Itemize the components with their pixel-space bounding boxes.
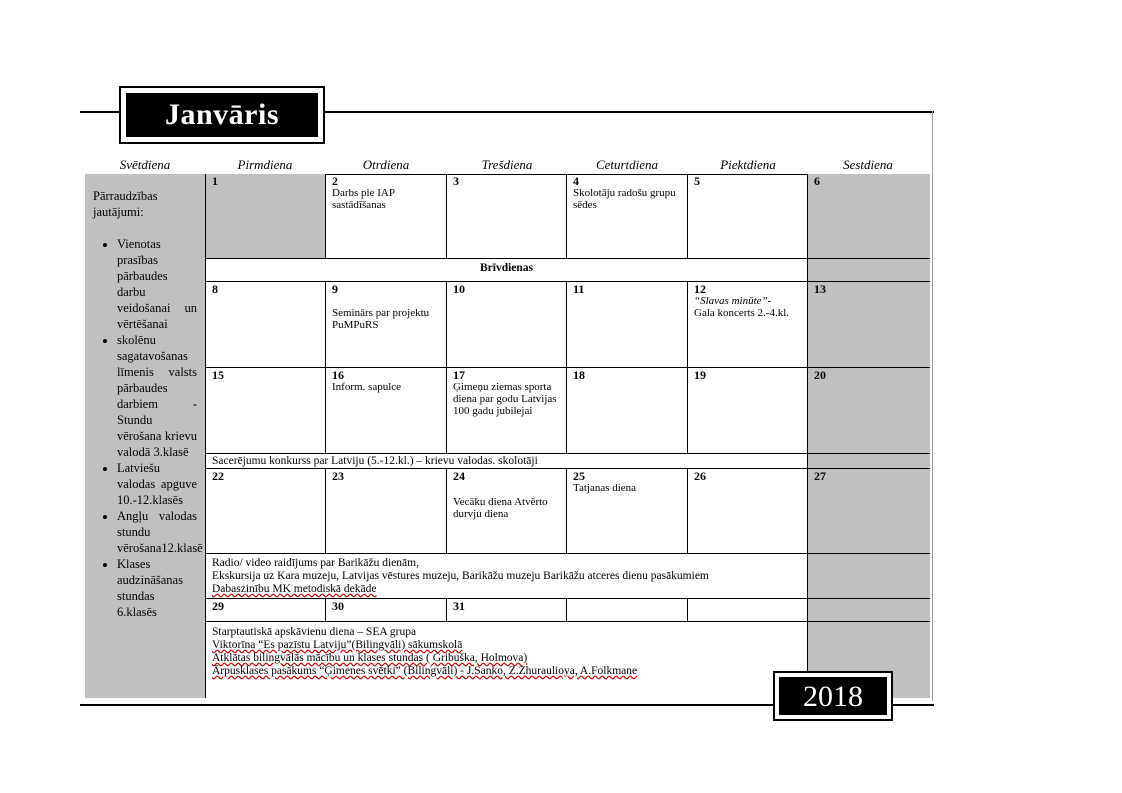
- day-number: 16: [332, 368, 344, 382]
- day-cell-16: [326, 368, 447, 454]
- band-line: Atklātas bilingvālās mācību un klases stundas ( Gribuška, Holmova): [212, 652, 528, 664]
- day-cell-18: [567, 368, 688, 454]
- right-edge-rule: [932, 111, 933, 701]
- day-number: 20: [814, 368, 826, 382]
- day-event: Ģimeņu ziemas sporta diena par godu Latvijas 100 gadu jubilejai: [453, 381, 557, 417]
- top-rule-right: [325, 111, 934, 113]
- day-number: 15: [212, 368, 224, 382]
- essay-contest-band: Sacerējumu konkurss par Latviju (5.-12.kl.) – krievu valodas. skolotāji: [206, 454, 808, 469]
- day-cell-23: [326, 469, 447, 554]
- day-event: Inform. sapulce: [332, 381, 402, 393]
- band-line: Radio/ video raidījums par Barikāžu dienām,: [212, 557, 419, 569]
- day-name-tuesday: Otrdiena: [362, 157, 410, 172]
- day-event: Skolotāju radošu grupu sēdes: [573, 187, 676, 211]
- day-number: 2: [332, 174, 338, 188]
- day-name-wednesday: Trešdiena: [481, 157, 533, 172]
- day-number: 12: [694, 282, 706, 296]
- day-event-title: “Slavas minūte”-: [694, 295, 772, 307]
- day-number: 19: [694, 368, 706, 382]
- band-line: Ārpusklases pasākums “Ģimenes svētki” (Bilingvāli) - J.Sanko, Z.Zhuraulioya, A.Folkmane: [212, 665, 638, 677]
- day-name-monday: Pirmdiena: [237, 157, 293, 172]
- barricades-band: [206, 554, 808, 599]
- day-number: 1: [212, 174, 218, 188]
- saturday-band-cell: [808, 259, 930, 282]
- sidebar-item: • Klases audzināšanas stundas 6.klasēs: [117, 556, 197, 620]
- day-cell-6: [808, 174, 930, 259]
- day-number: 3: [453, 174, 459, 188]
- sidebar-item: • skolēnu sagatavošanas līmenis valsts pārbaudes darbiem - Stundu vērošana krievu valodā 3.klasē: [117, 332, 197, 460]
- day-cell-29: [206, 599, 326, 622]
- band-line: Starptautiskā apskāvienu diena – SEA grupa: [212, 626, 417, 638]
- day-cell-9: [326, 282, 447, 368]
- band-line: Dabaszinību MK metodiskā dekāde: [212, 583, 377, 595]
- saturday-band-cell: [808, 454, 930, 469]
- day-number: 31: [453, 599, 465, 613]
- day-cell-3: [447, 174, 567, 259]
- day-cell-2: [326, 174, 447, 259]
- day-cell-26: [688, 469, 808, 554]
- empty-cell: [688, 599, 808, 622]
- day-cell-31: [447, 599, 567, 622]
- day-number: 8: [212, 282, 218, 296]
- calendar-grid: [85, 174, 930, 698]
- oversight-sidebar: [85, 174, 206, 698]
- bottom-rule-right: [892, 704, 934, 706]
- sidebar-heading: Pārraudzības jautājumi:: [93, 189, 158, 219]
- day-number: 4: [573, 174, 579, 188]
- day-event: Darbs pie IAP sastādīšanas: [332, 187, 395, 211]
- day-cell-20: [808, 368, 930, 454]
- day-cell-10: [447, 282, 567, 368]
- empty-cell: [808, 599, 930, 622]
- day-number: 26: [694, 469, 706, 483]
- holiday-band: Brīvdienas: [206, 259, 808, 282]
- day-number: 18: [573, 368, 585, 382]
- day-name-friday: Piektdiena: [720, 157, 776, 172]
- day-number: 10: [453, 282, 465, 296]
- day-cell-5: [688, 174, 808, 259]
- day-cell-17: [447, 368, 567, 454]
- day-cell-4: [567, 174, 688, 259]
- saturday-band-cell: [808, 554, 930, 599]
- day-cell-11: [567, 282, 688, 368]
- day-cell-8: [206, 282, 326, 368]
- day-number: 23: [332, 469, 344, 483]
- day-cell-12: [688, 282, 808, 368]
- day-number: 9: [332, 282, 338, 296]
- day-number: 5: [694, 174, 700, 188]
- day-event: Gala koncerts 2.-4.kl.: [694, 307, 789, 319]
- day-number: 25: [573, 469, 585, 483]
- sidebar-item: • Latviešu valodas apguve 10.-12.klasēs: [117, 460, 197, 508]
- sidebar-list: [93, 236, 203, 620]
- day-name-thursday: Ceturtdiena: [595, 157, 659, 172]
- year-label: 2018: [779, 677, 887, 715]
- day-cell-27: [808, 469, 930, 554]
- day-number: 29: [212, 599, 224, 613]
- day-cell-30: [326, 599, 447, 622]
- day-cell-1: [206, 174, 326, 259]
- day-number: 11: [573, 282, 585, 296]
- day-cell-25: [567, 469, 688, 554]
- day-name-saturday: Sestdiena: [843, 157, 893, 172]
- empty-cell: [567, 599, 688, 622]
- day-number: 17: [453, 368, 465, 382]
- day-cell-15: [206, 368, 326, 454]
- day-number: 30: [332, 599, 344, 613]
- band-line: Viktorīna “Es pazīstu Latviju”(Bilingvāli) sākumskolā: [212, 639, 463, 651]
- day-event: Seminārs par projektu PuMPuRS: [332, 307, 430, 331]
- day-event: Vecāku diena Atvērto durvju diena: [453, 496, 548, 520]
- top-rule: [80, 111, 120, 113]
- day-number: 27: [814, 469, 826, 483]
- bottom-rule: [80, 704, 774, 706]
- sidebar-item: • Vienotas prasības pārbaudes darbu veidošanai un vērtēšanai: [117, 236, 197, 332]
- month-title-box: [119, 86, 325, 144]
- day-number: 22: [212, 469, 224, 483]
- day-cell-13: [808, 282, 930, 368]
- day-cell-24: [447, 469, 567, 554]
- events-band: [206, 622, 808, 698]
- band-line: Ekskursija uz Kara muzeju, Latvijas vēstures muzeju, Barikāžu muzeju Barikāžu atceres dienu pasākumiem: [212, 570, 709, 582]
- day-name-sunday: Svētdiena: [119, 157, 171, 172]
- day-cell-19: [688, 368, 808, 454]
- day-number: 13: [814, 282, 826, 296]
- day-number: 6: [814, 174, 820, 188]
- day-number: 24: [453, 469, 465, 483]
- month-title: Janvāris: [126, 93, 318, 137]
- day-cell-22: [206, 469, 326, 554]
- day-event: Tatjanas diena: [573, 482, 637, 494]
- year-box: [773, 671, 893, 721]
- sidebar-item: • Angļu valodas stundu vērošana12.klasē: [117, 508, 197, 556]
